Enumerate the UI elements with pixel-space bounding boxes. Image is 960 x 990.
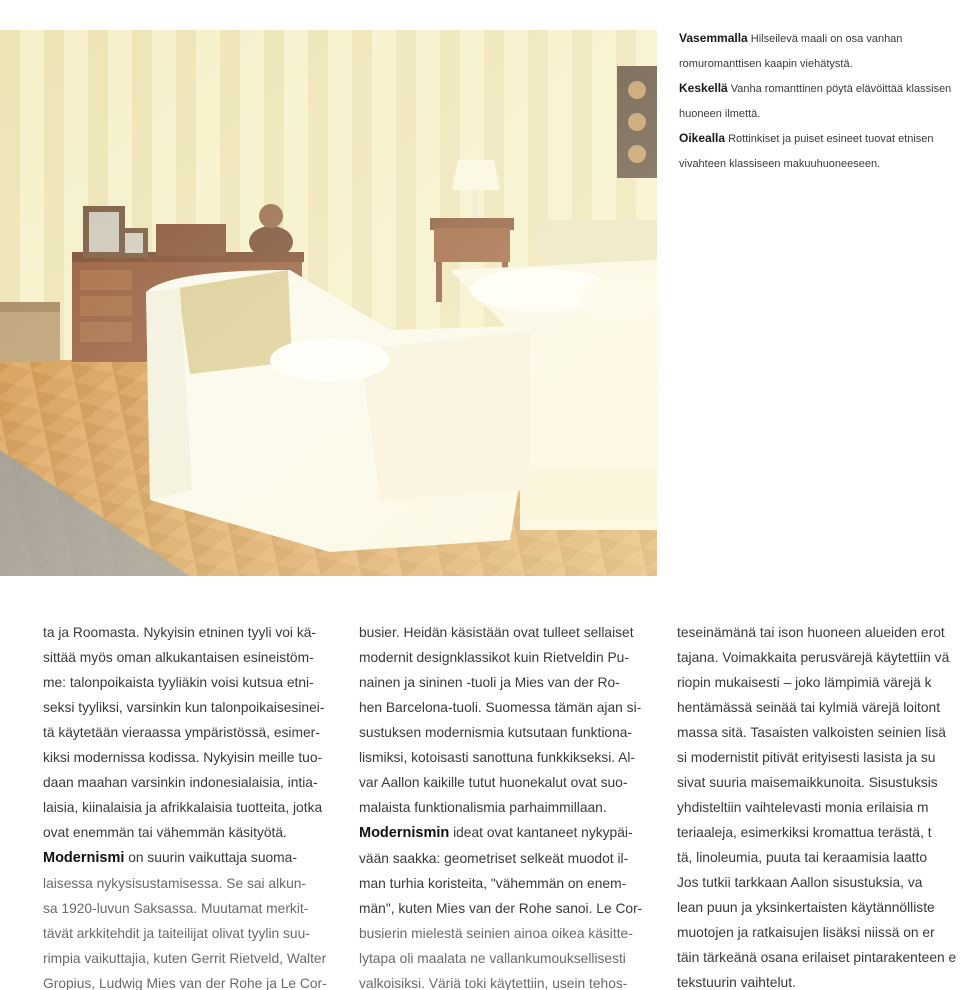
body-line: riopin mukaisesti – joko lämpimiä värejä k: [677, 675, 932, 690]
body-line: ta ja Roomasta. Nykyisin etninen tyyli voi kä-: [43, 625, 316, 640]
interior-photo: [0, 30, 657, 576]
section-heading-modernismi: Modernismi: [43, 850, 125, 866]
section-heading-modernismin: Modernismin: [359, 825, 450, 841]
body-line: malaista funktionalismia parhaimmillaan.: [359, 800, 607, 815]
body-line: sa 1920-luvun Saksassa. Muutamat merkit-: [43, 901, 309, 916]
body-line: seksi tyyliksi, varsinkin kun talonpoikaisesinei-: [43, 700, 325, 715]
photo-captions: [679, 26, 957, 176]
body-line: tävät arkkitehdit ja taiteilijat olivat tyylin suu-: [43, 926, 310, 941]
body-line: si modernistit pitivät erityisesti lasista ja su: [677, 750, 936, 765]
body-line: tajana. Voimakkaita perusvärejä käytettiin vä: [677, 650, 950, 665]
body-line: teseinämänä tai ison huoneen alueiden erot: [677, 625, 945, 640]
text-column-2: [359, 620, 659, 990]
paragraph-start: Modernismi on suurin vaikuttaja suoma-: [43, 850, 297, 866]
body-line: man turhia koristeita, "vähemmän on enem-: [359, 876, 627, 891]
caption-center: Keskellä Vanha romanttinen pöytä elävöittää klassisen huoneen ilmettä.: [679, 81, 952, 120]
body-line: laisessa nykysisustamisessa. Se sai alkun-: [43, 876, 307, 891]
body-line: lismiksi, kotoisasti sanottuna funkkikseksi. Al-: [359, 750, 636, 765]
body-line: massa sitä. Tasaisten valkoisten seinien lisä: [677, 725, 946, 740]
body-line: män", kuten Mies van der Rohe sanoi. Le Cor-: [359, 901, 643, 916]
text-column-1: [43, 620, 339, 990]
text-column-3: [677, 620, 960, 990]
body-line: me: talonpoikaista tyyliäkin voisi kutsua etni-: [43, 675, 314, 690]
body-line: valkoisiksi. Väriä toki käytettiin, usein tehos-: [359, 976, 628, 990]
body-line: laisia, kiinalaisia ja afrikkalaisia tuotteita, jotka: [43, 800, 323, 815]
body-line: modernit designklassikot kuin Rietveldin Pu-: [359, 650, 629, 665]
body-line: hentämässä seinää tai kylmiä värejä loitont: [677, 700, 941, 715]
body-line: täin tärkeänä osana erilaiset pintarakenteen e: [677, 950, 957, 965]
body-line: kiksi modernissa kodissa. Nykyisin meille tuo-: [43, 750, 323, 765]
body-line: tä käytetään vieraassa ympäristössä, esimer-: [43, 725, 320, 740]
body-line: sittää myös oman alkukantaisen esineistöm-: [43, 650, 314, 665]
body-line: teriaaleja, esimerkiksi kromattua terästä, t: [677, 825, 932, 840]
caption-left: Vasemmalla Hilseilevä maali on osa vanhan romuromanttisen kaapin viehätystä.: [679, 31, 903, 70]
body-line: var Aallon kaikille tutut huonekalut ovat suo-: [359, 775, 628, 790]
body-line: sivat suuria maisemaikkunoita. Sisustuksis: [677, 775, 938, 790]
body-line: busierin mielestä seinien ainoa oikea käsitte-: [359, 926, 633, 941]
body-line: daan maahan varsinkin indonesialaisia, intia-: [43, 775, 318, 790]
body-line: Gropius, Ludwig Mies van der Rohe ja Le Cor-: [43, 976, 327, 990]
body-line: rimpia vaikuttajia, kuten Gerrit Rietveld, Walter: [43, 951, 327, 966]
body-line: hen Barcelona-tuoli. Suomessa tämän ajan si-: [359, 700, 642, 715]
paragraph-start: Modernismin ideat ovat kantaneet nykypäi-: [359, 825, 633, 841]
caption-right: Oikealla Rottinkiset ja puiset esineet tuovat etnisen vivahteen klassiseen makuuhuoneeseen.: [679, 131, 934, 170]
body-line: Jos tutkii tarkkaan Aallon sisustuksia, va: [677, 875, 923, 890]
body-line: tä, linoleumia, puuta tai keraamisia laatto: [677, 850, 928, 865]
body-line: sustuksen modernismia kutsutaan funktiona-: [359, 725, 633, 740]
body-line: busier. Heidän käsistään ovat tulleet sellaiset: [359, 625, 634, 640]
body-line: tekstuurin vaihtelut.: [677, 975, 796, 990]
bedroom-illustration: [0, 30, 657, 576]
body-line: yhdisteltiin vaihtelevasti monia erilaisia m: [677, 800, 929, 815]
body-line: ovat enemmän tai vähemmän käsityötä.: [43, 825, 287, 840]
body-line: lytapa oli maalata ne vallankumouksellisesti: [359, 951, 626, 966]
body-line: muotojen ja ratkaisujen lisäksi niissä on er: [677, 925, 935, 940]
body-line: vään saakka: geometriset selkeät muodot il-: [359, 851, 629, 866]
body-line: lean puun ja yksinkertaisten käytännölliste: [677, 900, 935, 915]
body-line: nainen ja sininen -tuoli ja Mies van der Ro-: [359, 675, 620, 690]
